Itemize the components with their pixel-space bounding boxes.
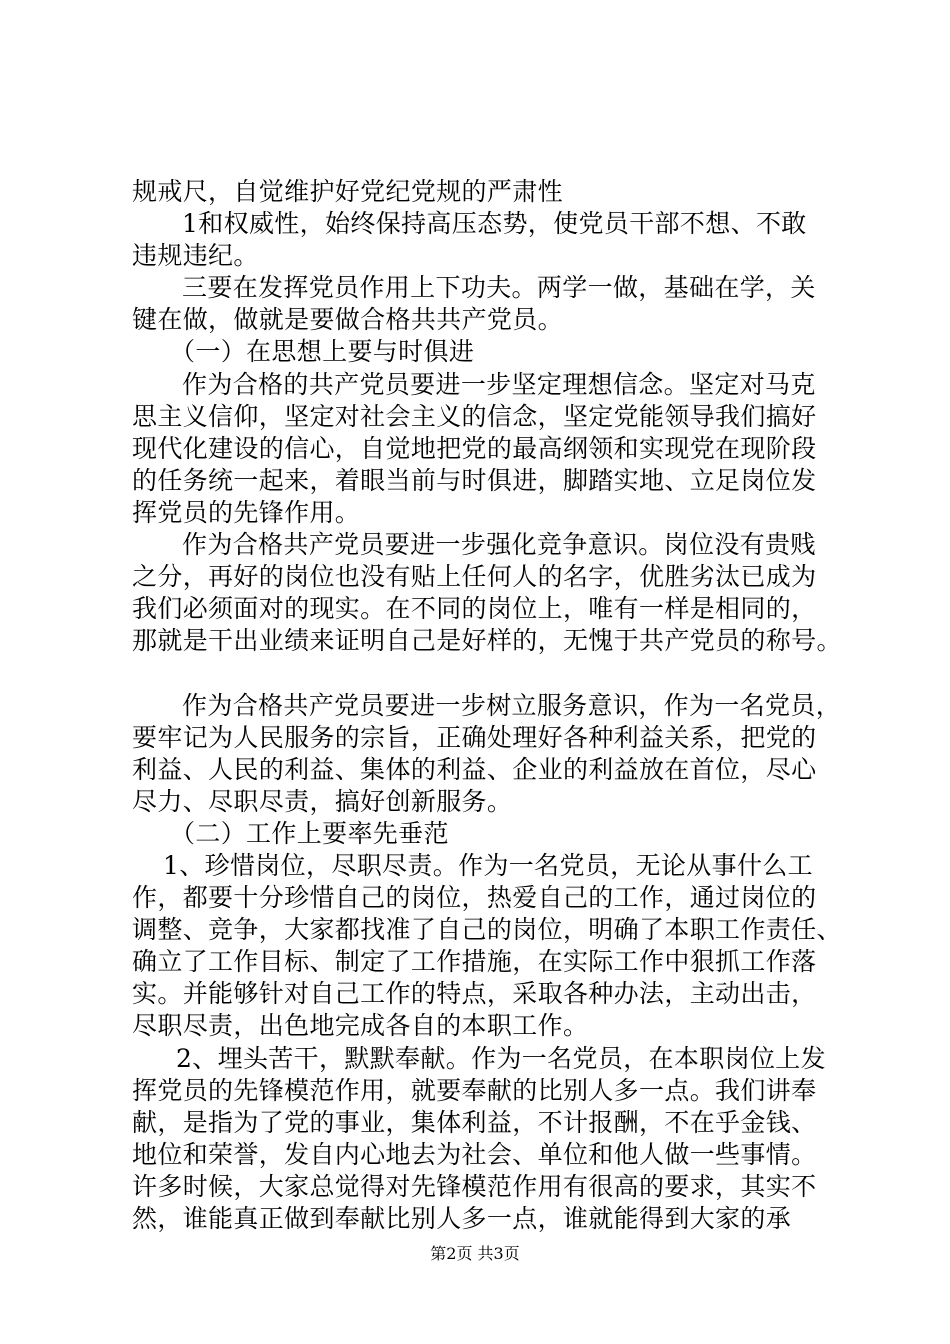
- text-line: 挥党员的先锋作用。: [132, 497, 361, 527]
- paragraph-start-line: 作为合格的共产党员要进一步坚定理想信念。坚定对马克: [182, 369, 816, 399]
- text-line: 利益、人民的利益、集体的利益、企业的利益放在首位，尽心: [132, 754, 817, 784]
- text-line: 调整、竞争，大家都找准了自己的岗位，明确了本职工作责任、: [132, 915, 842, 945]
- text-line: 作，都要十分珍惜自己的岗位，热爱自己的工作，通过岗位的: [132, 883, 817, 913]
- text-line: 实。并能够针对自己工作的特点，采取各种办法，主动出击，: [132, 979, 817, 1009]
- text-line: 尽力、尽职尽责，搞好创新服务。: [132, 786, 513, 816]
- text-line: 规戒尺，自觉维护好党纪党规的严肃性: [132, 177, 563, 206]
- paragraph-start-line: 2、埋头苦干，默默奉献。作为一名党员，在本职岗位上发: [176, 1043, 827, 1073]
- paragraph-start-line: 作为合格共产党员要进一步树立服务意识，作为一名党员，: [182, 690, 842, 720]
- text-line: 许多时候，大家总觉得对先锋模范作用有很高的要求，其实不: [132, 1171, 817, 1201]
- text-line: 挥党员的先锋模范作用，就要奉献的比别人多一点。我们讲奉: [132, 1075, 817, 1105]
- paragraph-start-line: 作为合格共产党员要进一步强化竞争意识。岗位没有贵贱: [182, 530, 816, 560]
- text-line: 现代化建设的信心，自觉地把党的最高纲领和实现党在现阶段: [132, 433, 817, 463]
- text-line: 献，是指为了党的事业，集体利益，不计报酬，不在乎金钱、: [132, 1107, 817, 1137]
- paragraph-gap: [132, 657, 852, 689]
- text-line: 思主义信仰，坚定对社会主义的信念，坚定党能领导我们搞好: [132, 401, 817, 431]
- text-line: 那就是干出业绩来证明自己是好样的，无愧于共产党员的称号。: [132, 626, 842, 656]
- text-line: 地位和荣誉，发自内心地去为社会、单位和他人做一些事情。: [132, 1139, 817, 1169]
- text-line: 的任务统一起来，着眼当前与时俱进，脚踏实地、立足岗位发: [132, 465, 817, 495]
- text-line: 确立了工作目标、制定了工作措施，在实际工作中狠抓工作落: [132, 947, 817, 977]
- text-line: 违规违纪。: [132, 241, 259, 271]
- section-heading: （二）工作上要率先垂范: [170, 818, 449, 848]
- paragraph-start-line: 1、珍惜岗位，尽职尽责。作为一名党员，无论从事什么工: [163, 850, 814, 880]
- text-line: 然，谁能真正做到奉献比别人多一点，谁就能得到大家的承: [132, 1204, 792, 1233]
- text-line: 之分，再好的岗位也没有贴上任何人的名字，优胜劣汰已成为: [132, 562, 817, 592]
- document-body: [132, 176, 852, 1235]
- paragraph-start-line: 三要在发挥党员作用上下功夫。两学一做，基础在学，关: [182, 273, 816, 303]
- text-line: 尽职尽责，出色地完成各自的本职工作。: [132, 1011, 589, 1041]
- page-footer: 第2页 共3页: [430, 1244, 520, 1263]
- text-line: 键在做，做就是要做合格共共产党员。: [132, 305, 563, 335]
- section-heading: （一）在思想上要与时俱进: [170, 337, 475, 367]
- text-line: 我们必须面对的现实。在不同的岗位上，唯有一样是相同的，: [132, 594, 817, 624]
- text-line: 要牢记为人民服务的宗旨，正确处理好各种利益关系，把党的: [132, 722, 817, 752]
- text-line: 1和权威性，始终保持高压态势，使党员干部不想、不敢: [182, 209, 807, 239]
